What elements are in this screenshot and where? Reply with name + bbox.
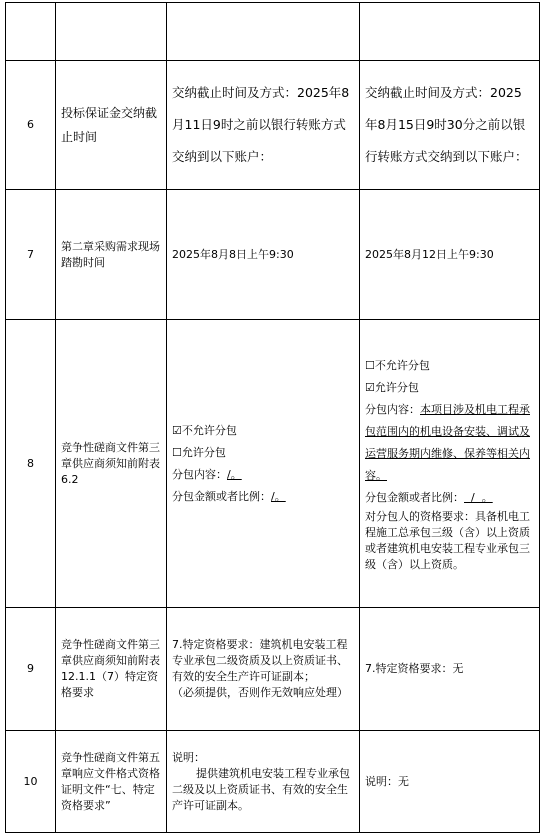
- item-cell: 竞争性磋商文件第五章响应文件格式资格证明文件“七、特定资格要求”: [56, 731, 167, 833]
- qualification-note: （必须提供，否则作无效响应处理）: [172, 686, 348, 699]
- subcontract-content-value: 本项目涉及机电工程承包范围内的机电设备安装、调试及运营服务期内维修、保养等相关内容。: [365, 402, 530, 482]
- subcontract-content-label: 分包内容：: [172, 467, 227, 481]
- original-cell: 交纳截止时间及方式：2025年8月11日9时之前以银行转账方式交纳到以下账户：: [167, 61, 360, 190]
- changed-cell: 说明：无: [360, 731, 540, 833]
- item-cell: 投标保证金交纳截止时间: [56, 61, 167, 190]
- changed-cell: 7.特定资格要求：无: [360, 608, 540, 731]
- original-cell: [167, 608, 360, 731]
- qualification-text: 7.特定资格要求：建筑机电安装工程专业承包二级资质及以上资质证书、有效的安全生产许可证副本；: [172, 638, 348, 683]
- original-cell: [167, 320, 360, 608]
- row-number: 10: [6, 731, 56, 833]
- subcontract-ratio: [172, 486, 354, 508]
- changed-cell: [360, 320, 540, 608]
- item-cell: 第二章采购需求现场踏勘时间: [56, 190, 167, 320]
- original-cell: [167, 3, 360, 61]
- allow-subcontract-checked: ☑允许分包: [365, 380, 419, 394]
- item-cell: 竞争性磋商文件第三章供应商须知前附表6.2: [56, 320, 167, 608]
- original-cell: [167, 731, 360, 833]
- table-row: [6, 731, 540, 833]
- original-cell: 2025年8月8日上午9:30: [167, 190, 360, 320]
- changed-cell: 2025年8月12日上午9:30: [360, 190, 540, 320]
- table-row: [6, 3, 540, 61]
- note-title: 说明：: [172, 750, 205, 764]
- changed-cell: [360, 3, 540, 61]
- allow-subcontract-unchecked: ☐允许分包: [172, 445, 226, 459]
- subcontract-ratio: [365, 487, 534, 509]
- item-cell: 竞争性磋商文件第三章供应商须知前附表12.1.1（7）特定资格要求: [56, 608, 167, 731]
- table-row: [6, 61, 540, 190]
- subcontractor-qualification: 对分包人的资格要求：具备机电工程施工总承包三级（含）以上资质或者建筑机电安装工程专业承包三级（含）以上资质。: [365, 509, 530, 571]
- table-row: [6, 320, 540, 608]
- item-cell: [56, 3, 167, 61]
- subcontract-ratio-value: /。: [271, 489, 286, 503]
- subcontract-ratio-label: 分包金额或者比例：: [172, 489, 271, 503]
- changed-cell: 交纳截止时间及方式：2025年8月15日9时30分之前以银行转账方式交纳到以下账户：: [360, 61, 540, 190]
- table-row: [6, 190, 540, 320]
- row-number: 9: [6, 608, 56, 731]
- subcontract-content-value: /。: [227, 467, 242, 481]
- table-row: [6, 608, 540, 731]
- subcontract-content: [172, 464, 354, 486]
- row-number: 7: [6, 190, 56, 320]
- row-number: 8: [6, 320, 56, 608]
- row-number: [6, 3, 56, 61]
- subcontract-content: [365, 399, 534, 487]
- change-table: [5, 2, 540, 833]
- subcontract-ratio-value: / 。: [464, 490, 493, 504]
- no-subcontract-checked: ☑不允许分包: [172, 423, 237, 437]
- subcontract-content-label: 分包内容：: [365, 402, 420, 416]
- row-number: 6: [6, 61, 56, 190]
- note-text: 提供建筑机电安装工程专业承包二级及以上资质证书、有效的安全生产许可证副本。: [172, 766, 350, 812]
- no-subcontract-unchecked: ☐不允许分包: [365, 358, 430, 372]
- subcontract-ratio-label: 分包金额或者比例：: [365, 490, 464, 504]
